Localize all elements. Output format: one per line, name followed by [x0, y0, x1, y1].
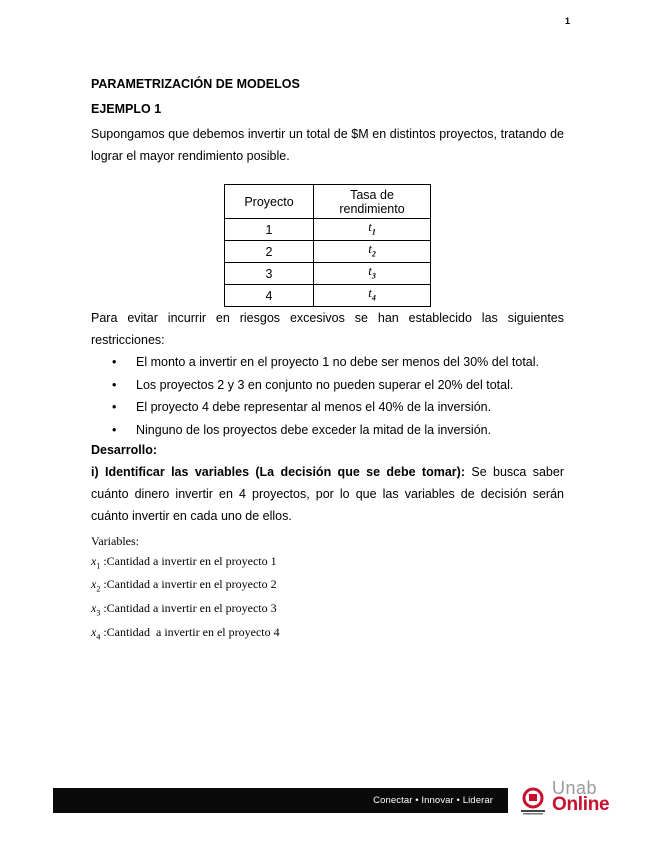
- university-seal-icon: [518, 786, 548, 816]
- rate-cell: [314, 241, 431, 263]
- variable-subscript: 3: [96, 608, 101, 618]
- rate-subscript: 4: [371, 293, 376, 303]
- bullet-icon: •: [112, 377, 117, 392]
- variable-symbol: x: [91, 577, 97, 592]
- restriction-text: El monto a invertir en el proyecto 1 no debe ser menos del 30% del total.: [136, 355, 540, 369]
- unab-online-logo: [514, 778, 614, 818]
- projects-rates-table: [224, 184, 431, 307]
- list-item: [91, 374, 564, 397]
- document-title: PARAMETRIZACIÓN DE MODELOS: [91, 77, 300, 91]
- step1-paragraph: [91, 461, 564, 527]
- list-item: [91, 419, 564, 442]
- variable-desc: :Cantidad a invertir en el proyecto 1: [103, 553, 277, 568]
- variable-subscript: 2: [96, 584, 101, 594]
- rate-symbol: t: [368, 284, 372, 300]
- project-cell: 4: [225, 285, 314, 307]
- rate-symbol: t: [368, 240, 372, 256]
- restriction-text: Ninguno de los proyectos debe exceder la mitad de la inversión.: [136, 422, 492, 437]
- footer-slogan: Conectar • Innovar • Liderar: [373, 795, 493, 806]
- variable-line: [91, 599, 564, 623]
- intro-paragraph: Supongamos que debemos invertir un total de $M en distintos proyectos, tratando de lograr el mayor rendimiento posible.: [91, 127, 564, 163]
- variable-desc: :Cantidad a invertir en el proyecto 4: [103, 625, 280, 640]
- list-item: [91, 351, 564, 374]
- bullet-icon: •: [112, 355, 117, 369]
- variable-line: [91, 623, 564, 647]
- document-body: [91, 76, 564, 647]
- rate-cell: [314, 285, 431, 307]
- table-row: [225, 241, 431, 263]
- variables-label: Variables:: [91, 534, 139, 548]
- list-item: [91, 396, 564, 419]
- variables-block: [91, 532, 564, 647]
- variable-symbol: x: [91, 553, 97, 568]
- bullet-icon: •: [112, 400, 117, 414]
- variable-subscript: 1: [96, 560, 101, 570]
- footer-bar: [53, 788, 508, 813]
- variable-desc: :Cantidad a invertir en el proyecto 3: [103, 601, 277, 616]
- table-row: [225, 263, 431, 285]
- restrictions-list: [91, 351, 564, 441]
- example-title: EJEMPLO 1: [91, 102, 162, 116]
- rate-cell: [314, 219, 431, 241]
- logo-online-text: Online: [552, 794, 610, 815]
- development-heading: Desarrollo:: [91, 443, 157, 457]
- header-rate-label: Tasa de rendimiento: [339, 187, 405, 216]
- header-rate: [314, 185, 431, 219]
- project-cell: 3: [225, 263, 314, 285]
- page-number: 1: [564, 16, 570, 26]
- project-cell: 2: [225, 241, 314, 263]
- rate-subscript: 2: [371, 249, 376, 259]
- table-row: [225, 285, 431, 307]
- rate-cell: [314, 263, 431, 285]
- rate-subscript: 1: [371, 227, 376, 237]
- header-project: Proyecto: [225, 185, 314, 219]
- table-row: [225, 219, 431, 241]
- rate-symbol: t: [368, 262, 372, 278]
- project-cell: 1: [225, 219, 314, 241]
- bullet-icon: •: [112, 422, 117, 437]
- restriction-text: Los proyectos 2 y 3 en conjunto no pueden superar el 20% del total.: [136, 377, 514, 392]
- restrictions-intro: Para evitar incurrir en riesgos excesivos se han establecido las siguientes restricciones:: [91, 311, 564, 347]
- variable-symbol: x: [91, 601, 97, 616]
- variable-subscript: 4: [96, 632, 101, 642]
- variable-line: [91, 575, 564, 599]
- rate-symbol: t: [368, 218, 372, 234]
- logo-unab-text: Unab: [552, 778, 598, 798]
- step1-heading: i) Identificar las variables (La decisión que se debe tomar):: [91, 465, 465, 479]
- variable-desc: :Cantidad a invertir en el proyecto 2: [103, 577, 277, 592]
- rate-subscript: 3: [371, 271, 376, 281]
- variable-line: [91, 552, 564, 576]
- variable-symbol: x: [91, 625, 97, 640]
- step1-text: Se busca saber cuánto dinero invertir en 4 proyectos, por lo que las variables de decisión serán cuánto invertir en cada uno de ellos.: [91, 465, 564, 523]
- restriction-text: El proyecto 4 debe representar al menos el 40% de la inversión.: [136, 400, 492, 414]
- table-header-row: [225, 185, 431, 219]
